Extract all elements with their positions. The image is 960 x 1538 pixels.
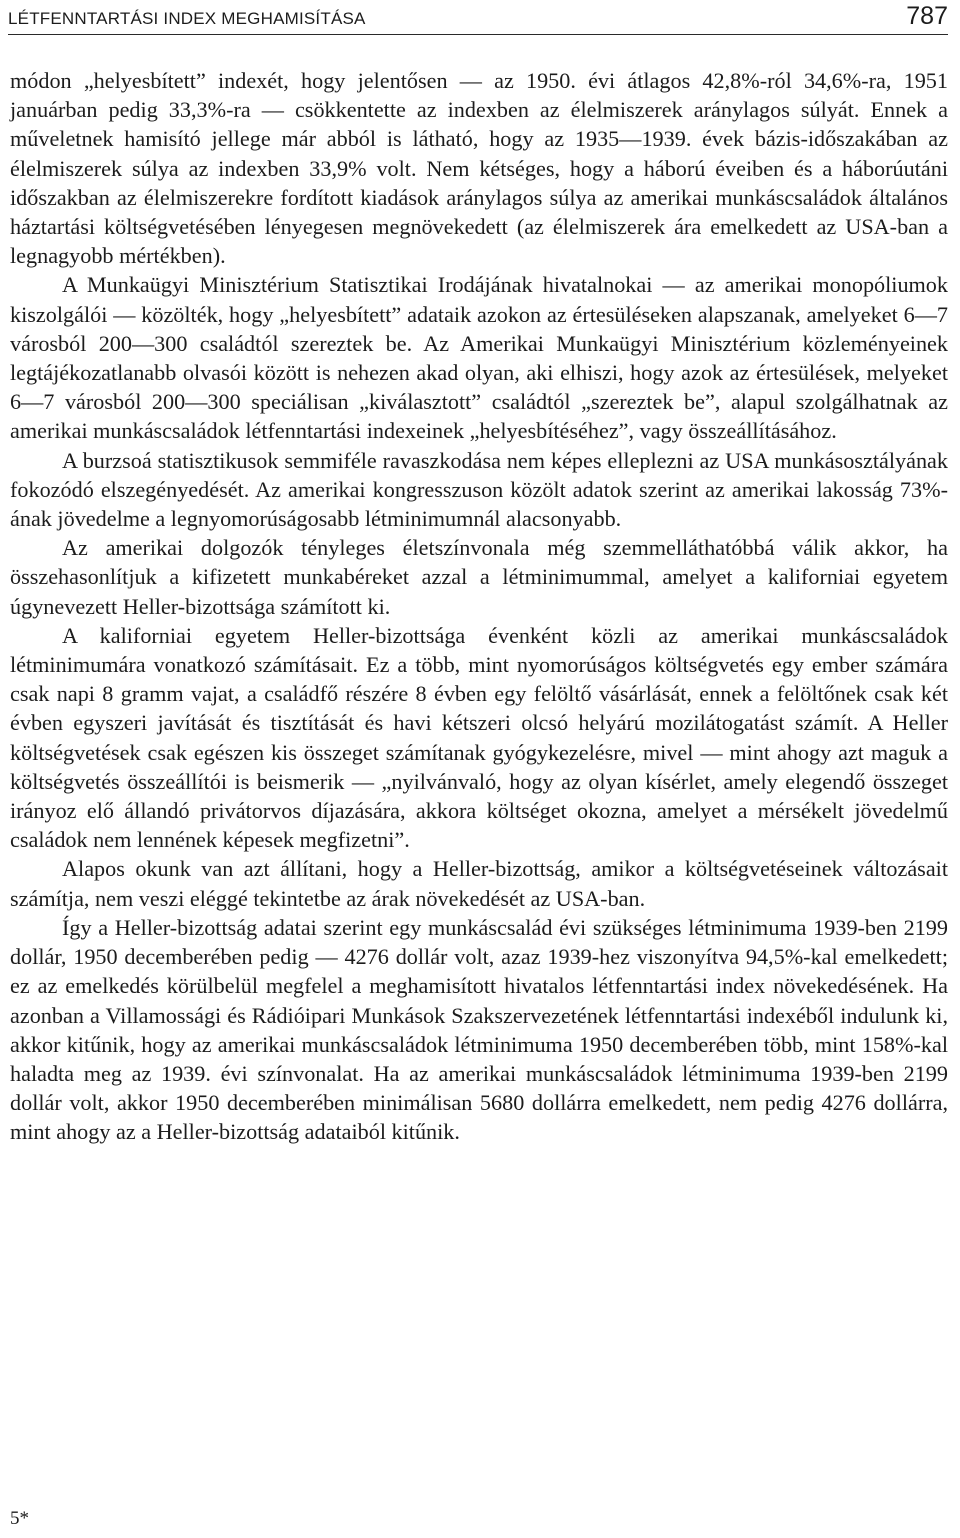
body-text — [10, 66, 948, 1147]
paragraph-bourgeois-statisticians: A burzsoá statisztikusok semmiféle ravaszkodása nem képes elleplezni az USA munkásosztályának fokozódó elszegényedését. Az amerikai kongresszuson közölt adatok szerint az amerikai lakosság 73%-ának jövedelme a legnyomorúságosabb létminimumnál alacsonyabb. — [10, 447, 948, 532]
paragraph-continued: módon „helyesbített” indexét, hogy jelentősen — az 1950. évi átlagos 42,8%-ról 34,6%-ra, 1951 januárban pedig 33,3%-ra — csökkentette az indexben az élelmiszerek aránylagos súlyát. Ennek a műveletnek hamisító jellege már abból is látható, hogy az 1935—1939. évek bázis-időszakában az élelmiszerek súlya az indexben 33,9% volt. Nem kétséges, hogy a háború éveiben és a háborúutáni időszakban az élelmiszerekre fordított kiadások aránylagos súlya az amerikai munkáscsaládok általános háztartási költségvetésében lényegesen megnövekedett (az élelmiszerek ára emelkedett az USA-ban a legnagyobb mértékben). — [10, 68, 948, 269]
paragraph-labor-ministry: A Munkaügyi Minisztérium Statisztikai Irodájának hivatalnokai — az amerikai monopóliumok kiszolgálói — közölték, hogy „helyesbített” adataik azokon az értesüléseken alapszanak, amelyeket 6—7 városból 200—300 családtól szereztek be. Az Amerikai Munkaügyi Minisztérium közleményeinek legtájékozatlanabb olvasói között is nehezen akad olyan, aki elhiszi, hogy azok az értesülések, melyeket 6—7 városból 200—300 speciálisan „kiválasztott” családtól „szereztek be”, alapul szolgálhatnak az amerikai munkáscsaládok létfenntartási indexeinek „helyesbítéséhez”, vagy összeállításához. — [10, 272, 948, 444]
signature-mark: 5* — [10, 1508, 29, 1529]
page-header — [8, 0, 948, 35]
paragraph-living-standard: Az amerikai dolgozók tényleges életszínvonala még szemmelláthatóbbá válik akkor, ha összehasonlítjuk a kifizetett munkabéreket azzal a létminimummal, amelyet a kaliforniai egyetem úgynevezett Heller-bizottsága számított ki. — [10, 535, 948, 619]
paragraph-price-growth: Alapos okunk van azt állítani, hogy a Heller-bizottság, amikor a költségvetéseinek változásait számítja, nem veszi eléggé tekintetbe az árak növekedését az USA-ban. — [10, 856, 948, 911]
paragraph-minimum-figures: Így a Heller-bizottság adatai szerint egy munkáscsalád évi szükséges létminimuma 1939-ben 2199 dollár, 1950 decemberében pedig — 4276 dollár volt, azaz 1939-hez viszonyítva 94,5%-kal emelkedett; ez az emelkedés körülbelül megfelel a meghamisított hivatalos létfenntartási index növekedésének. Ha azonban a Villamossági és Rádióipari Munkások Szakszervezetének létfenntartási indexéből indulunk ki, akkor kitűnik, hogy az amerikai munkáscsaládok létminimuma 1950 decemberében több, mint 158%-kal haladta meg az 1939. évi színvonalat. Ha az amerikai munkáscsaládok létminimuma 1939-ben 2199 dollár volt, akkor 1950 decemberében minimálisan 5680 dollárra emelkedett, nem pedig 4276 dollárra, mint ahogy az a Heller-bizottság adataiból kitűnik. — [10, 914, 948, 1145]
paragraph-heller-budget: A kaliforniai egyetem Heller-bizottsága évenként közli az amerikai munkáscsaládok létminimumára vonatkozó számításait. Ez a több, mint nyomorúságos költségvetés egy ember számára csak napi 8 gramm vajat, a családfő részére 8 évben egy felöltő vásárlását, ennek a felöltőnek csak két évben egyszeri javítását és tisztítását és havi kétszeri olcsó helyárú mozilátogatást számít. A Heller költségvetések csak egészen kis összeget számítanak gyógykezelésre, mivel — mint ahogy azt maguk a költségvetés összeállítói is beismerik — „nyilvánvaló, hogy az olyan kísérlet, amely elegendő összeget irányoz elő állandó privátorvos díjazására, akkora költséget okozna, amelyet a mérsékelt jövedelmű családok nem lennének képesek megfizetni”. — [10, 622, 948, 853]
running-title: LÉTFENNTARTÁSI INDEX MEGHAMISÍTÁSA — [8, 9, 366, 28]
page-number: 787 — [906, 2, 948, 30]
